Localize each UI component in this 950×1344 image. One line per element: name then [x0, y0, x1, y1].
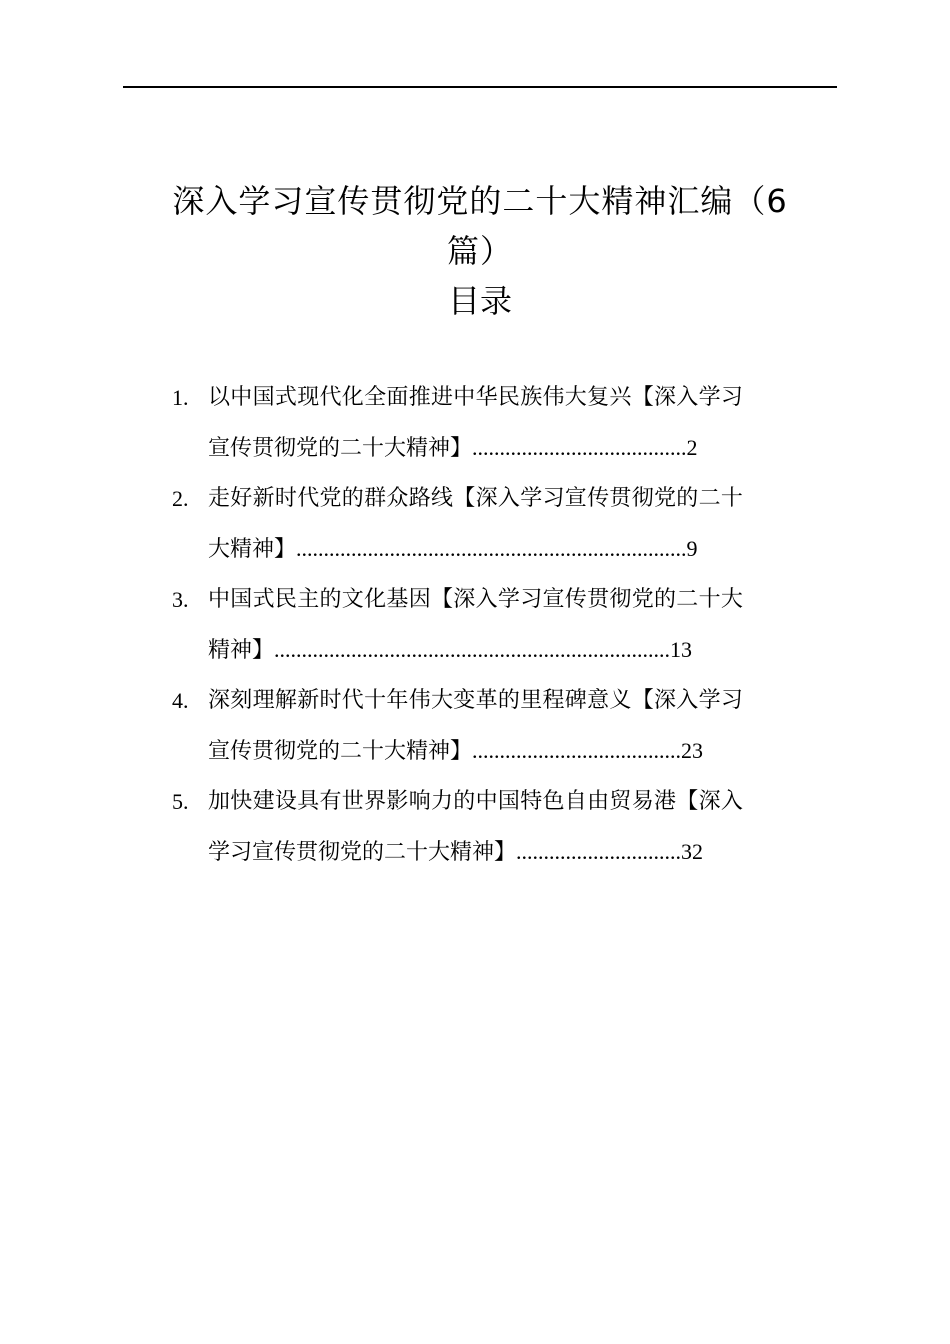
toc-entry-title-line-1: 中国式民主的文化基因【深入学习宣传贯彻党的二十大: [208, 587, 744, 612]
toc-entry-page: 32: [681, 839, 704, 864]
toc-entry-title-line-2: 学习宣传贯彻党的二十大精神】: [208, 840, 517, 865]
toc-entry-number: 5.: [172, 789, 189, 814]
document-title-line-2: 篇）: [446, 232, 513, 270]
toc-entry-leader: .......................................................................: [296, 536, 687, 561]
toc-entry-leader: ........................................................................: [274, 637, 671, 662]
header-rule: [123, 86, 837, 88]
toc-entry-leader: ..............................: [516, 839, 682, 864]
toc-entry-title-line-2: 宣传贯彻党的二十大精神】: [208, 739, 473, 764]
document-title-line-1: 深入学习宣传贯彻党的二十大精神汇编（6: [172, 182, 788, 220]
toc-entry-title-line-2-row: [208, 827, 822, 878]
toc-entry-3[interactable]: [172, 575, 822, 676]
toc-entry-title-line-2-row: [208, 726, 822, 777]
toc-entry-1[interactable]: [172, 373, 822, 474]
toc-entry-leader: .......................................: [472, 435, 687, 460]
toc-entry-title-line-2: 精神】: [208, 638, 275, 663]
toc-entry-2[interactable]: [172, 474, 822, 575]
toc-entry-page: 23: [681, 738, 704, 763]
toc-entry-page: 2: [686, 435, 698, 460]
toc-entry-title-line-1: 深刻理解新时代十年伟大变革的里程碑意义【深入学习: [208, 688, 744, 713]
toc-entry-number: 1.: [172, 385, 189, 410]
toc-entry-title-line-2: 宣传贯彻党的二十大精神】: [208, 436, 473, 461]
toc-entry-number: 3.: [172, 587, 189, 612]
toc-entry-title-line-2: 大精神】: [208, 537, 297, 562]
toc-entry-title-line-2-row: [208, 524, 822, 575]
toc-heading: 目录: [447, 282, 512, 320]
toc-entry-number: 4.: [172, 688, 189, 713]
toc-entry-title-line-1: 以中国式现代化全面推进中华民族伟大复兴【深入学习: [208, 385, 744, 410]
toc-entry-title-line-1: 加快建设具有世界影响力的中国特色自由贸易港【深入: [208, 789, 744, 814]
toc-entry-page: 13: [670, 637, 693, 662]
toc-entry-number: 2.: [172, 486, 189, 511]
toc-entry-title-line-2-row: [208, 625, 822, 676]
toc-entry-title-line-1: 走好新时代党的群众路线【深入学习宣传贯彻党的二十: [208, 486, 744, 511]
toc-entry-5[interactable]: [172, 777, 822, 878]
toc-entry-page: 9: [686, 536, 698, 561]
document-title: [123, 176, 837, 276]
toc-entry-4[interactable]: [172, 676, 822, 777]
table-of-contents: [172, 373, 822, 878]
toc-entry-leader: ......................................: [472, 738, 682, 763]
toc-entry-title-line-2-row: [208, 423, 822, 474]
